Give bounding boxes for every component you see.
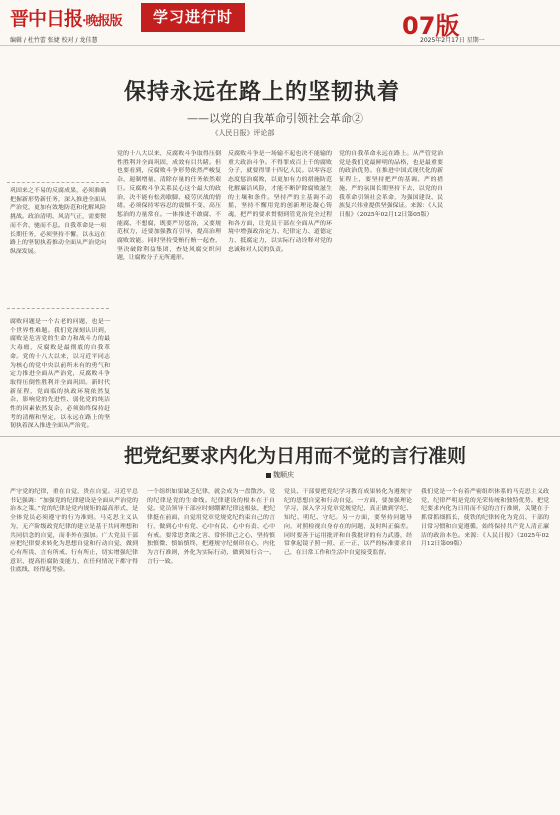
article1-column-1: 腐败问题是一个古老的问题，也是一个世界性难题。我们党深刻认识到，腐败是危害党的生命力和战斗力的最大毒瘤，反腐败是最彻底的自我革命。党的十八大以来，以习近平同志为核心的党中央以前所未有的勇气和定力推进全面从严治党，反腐败斗争取得压倒性胜利并全面巩固。新时代新征程，党面临的执政环境依然复杂，影响党的先进性、弱化党的纯洁性的因素依然复杂，必须始终保持赶考的清醒和坚定，以永远在路上的坚韧执着深入推进全面从严治党。 [10,319,110,430]
article1-intro: 巩固来之不易的反腐成果，必须准确把握新形势新任务，深入推进全面从严治党，更加有效地防范和化解风险挑战。政治清明、风清气正，需要锲而不舍、驰而不息。自我革命是一项长期任务，必须坚持不懈，以永远在路上的坚韧执着推动全面从严治党向纵深发展。 [10,188,106,255]
article2-column-2: 一个组织如果缺乏纪律，就会成为一盘散沙。党的纪律是党的生命线。纪律建设的根本在于自觉。党员领导干部应时刻绷紧纪律这根弦，把纪律挺在前面，自觉用党章党规党纪约束自己的言行，做到心中有党、心中有民、心中有责、心中有戒。要常思贪欲之害、常怀律己之心，坚持慎独慎微、慎始慎终，把遵规守纪刻印在心，内化为言行准则，外化为实际行动，做到知行合一、言行一致。 [147,489,275,565]
article1-column-2: 党的十八大以来，反腐败斗争取得压倒性胜利并全面巩固，成效有目共睹。但也要看到，反腐败斗争形势依然严峻复杂，遏制增量、清除存量的任务依然艰巨。反腐败斗争关系民心这个最大的政治，决不能有松劲歇脚、疲劳厌战的情绪，必须保持零容忍的震慑不变、高压惩治的力量常在。一体推进不敢腐、不能腐、不想腐，既要严厉惩治，又要规范权力，还要加强教育引导，提高治理腐败效能。同时坚持受贿行贿一起查，坚决破除利益集团，查处风腐交织问题，让腐败分子无所遁形。 [117,151,221,262]
article1-column-3: 反腐败斗争是一场输不起也决不能输的重大政治斗争。不得罪成百上千的腐败分子，就要得罪十四亿人民。以零容忍态度惩治腐败，以更加有力的措施防范化解廉洁风险，才能不断铲除腐败滋生的土壤和条件。坚持严的主基调不动摇，坚持不懈用党的创新理论凝心铸魂，把严的要求贯彻到管党治党全过程和各方面，让党员干部在全面从严的环境中增强政治定力、纪律定力、道德定力、抵腐定力，以实际行动诠释对党的忠诚和对人民的负责。 [228,151,332,253]
article2-author-name: 魏顺庆 [273,471,294,479]
article-divider [0,436,560,437]
masthead [0,0,560,46]
article1-source: 《人民日报》评论部 [211,129,275,137]
section-tab: 学习进行时 [141,3,245,32]
logo-suffix: ·晚报版 [82,14,122,29]
newspaper-logo [10,4,122,31]
author-marker-icon [266,473,271,478]
logo-text: 晋中日报 [10,8,83,30]
article1-column-4: 党的自我革命永远在路上。从严管党治党是我们党最鲜明的品格，也是最重要的政治优势。在推进中国式现代化的新征程上，要坚持把严的基调、严的措施、严的氛围长期坚持下去，以党的自我革命引领社会革命，为强国建设、民族复兴伟业提供坚强保证。来源：《人民日报》（2025年02月12日第05版） [339,151,443,218]
article2-title: 把党纪要求内化为日用而不觉的言行准则 [123,445,466,467]
article2-column-3: 党员、干部要把党纪学习教育成果转化为遵规守纪的思想自觉和行动自觉。一方面，要加强理论学习，深入学习党章党规党纪，真正做到学纪、知纪、明纪、守纪。另一方面，要坚持问题导向，对照检视自身存在的问题，及时纠正偏差。同时要善于运用批评和自我批评的有力武器，经常拿起镜子照一照、正一正，以严的标准要求自己，在日常工作和生活中自觉接受监督。 [284,489,412,556]
article1-subtitle: ——以党的自我革命引领社会革命② [187,112,363,125]
article2-column-4: 我们党是一个有着严密组织体系的马克思主义政党，纪律严明是党的光荣传统和独特优势。把党纪要求内化为日用而不觉的言行准则，关键在于抓常抓细抓长，使铁的纪律转化为党员、干部的日常习惯和自觉遵循，始终保持共产党人清正廉洁的政治本色。来源：《人民日报》（2025年02月12日第09版） [421,489,549,548]
issue-date: 2025年2月17日 星期一 [420,37,485,44]
article2-author [240,470,320,480]
article1-title: 保持永远在路上的坚韧执着 [123,80,400,105]
article2-column-1: 严守党的纪律，重在自觉，贵在自觉。习近平总书记强调：“加强党的纪律建设是全面从严治党的治本之策。”党的纪律是党内规矩的最高形式，是全体党员必须遵守的行为准则。马克思主义认为，无产阶级政党纪律的建立是基于共同理想和共同信念的自觉，而非外在强加。广大党员干部应把纪律要求转化为思想自觉和行动自觉，做到心有所畏、言有所戒、行有所止，切实增强纪律意识，提高拒腐防变能力，在任何情况下都守得住底线、经得起考验。 [10,489,138,574]
page-number: 07版 [402,12,460,40]
editors-line: 编辑 / 杜竹蕾 张婕 校对 / 龙佳慧 [10,37,98,44]
